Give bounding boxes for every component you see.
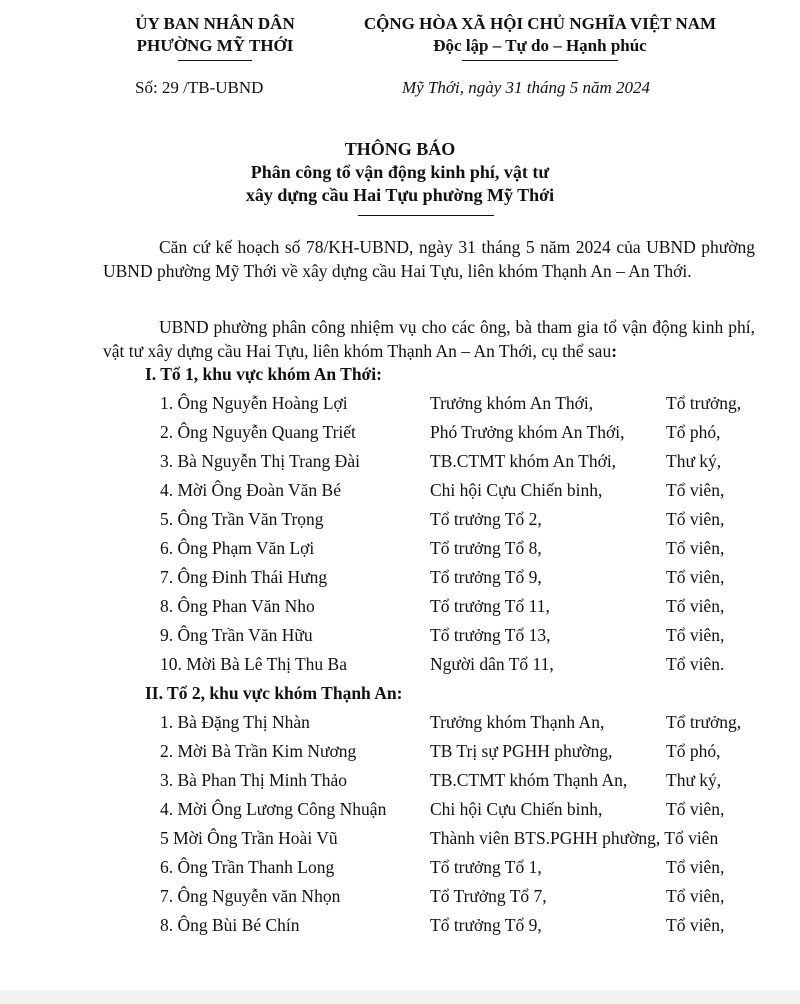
issuer-ward: PHƯỜNG MỸ THỚI <box>136 36 294 55</box>
issuer-name: ỦY BAN NHÂN DÂN <box>135 14 295 33</box>
list-item: 3. Bà Phan Thị Minh Thảo TB.CTMT khóm Thạnh An, Thư ký, <box>160 770 722 790</box>
list-item: 6. Ông Trần Thanh Long Tổ trưởng Tổ 1, Tổ viên, <box>160 857 725 877</box>
notice-title: THÔNG BÁO <box>344 139 456 159</box>
notice-subtitle-2: xây dựng cầu Hai Tựu phường Mỹ Thới <box>245 185 555 205</box>
document-number: Số: 29 /TB-UBND <box>135 78 264 97</box>
list-item: 7. Ông Nguyễn văn Nhọn Tổ Trưởng Tổ 7, Tổ viên, <box>160 886 725 906</box>
list-item: 1. Bà Đặng Thị Nhàn Trưởng khóm Thạnh An, Tổ trưởng, <box>160 712 742 732</box>
list-item: 8. Ông Phan Văn Nho Tổ trưởng Tổ 11, Tổ viên, <box>160 596 725 616</box>
list-item: 2. Mời Bà Trần Kim Nương TB Trị sự PGHH phường, Tổ phó, <box>160 741 721 761</box>
notice-subtitle-1: Phân công tổ vận động kinh phí, vật tư <box>250 162 550 182</box>
national-motto: Độc lập – Tự do – Hạnh phúc <box>433 36 647 55</box>
motto-underline <box>462 60 618 61</box>
list-item: 2. Ông Nguyễn Quang Triết Phó Trưởng khóm An Thới, Tổ phó, <box>160 422 721 442</box>
paragraph-assignment: UBND phường phân công nhiệm vụ cho các ông, bà tham gia tổ vận động kinh phí, vật tư xây dựng cầu Hai Tựu, liên khóm Thạnh An – An Thới, cụ thể sau: <box>103 317 755 361</box>
list-item: 5 Mời Ông Trần Hoài Vũ Thành viên BTS.PGHH phường, Tổ viên <box>160 828 719 848</box>
section-heading: II. Tổ 2, khu vực khóm Thạnh An: <box>145 683 403 703</box>
paragraph-basis: Căn cứ kế hoạch số 78/KH-UBND, ngày 31 tháng 5 năm 2024 của UBND phường UBND phường Mỹ Thới về xây dựng cầu Hai Tựu, liên khóm Thạnh An – An Thới. <box>103 237 755 281</box>
list-item: 4. Mời Ông Đoàn Văn Bé Chi hội Cựu Chiến binh, Tổ viên, <box>160 480 725 500</box>
page-bottom-edge <box>0 990 800 1004</box>
list-item: 7. Ông Đinh Thái Hưng Tổ trưởng Tổ 9, Tổ viên, <box>160 567 725 587</box>
document-date: Mỹ Thới, ngày 31 tháng 5 năm 2024 <box>402 78 651 97</box>
national-title: CỘNG HÒA XÃ HỘI CHỦ NGHĨA VIỆT NAM <box>363 14 717 33</box>
list-item: 8. Ông Bùi Bé Chín Tổ trưởng Tổ 9, Tổ viên, <box>160 915 725 935</box>
section-heading: I. Tổ 1, khu vực khóm An Thới: <box>145 364 382 384</box>
issuer-underline <box>178 60 252 61</box>
title-underline <box>358 215 494 216</box>
list-item: 1. Ông Nguyễn Hoàng Lợi Trưởng khóm An Thới, Tổ trưởng, <box>160 393 742 413</box>
list-item: 4. Mời Ông Lương Công Nhuận Chi hội Cựu Chiến binh, Tổ viên, <box>160 799 725 819</box>
list-item: 5. Ông Trần Văn Trọng Tổ trưởng Tổ 2, Tổ viên, <box>160 509 725 529</box>
list-item: 6. Ông Phạm Văn Lợi Tổ trưởng Tổ 8, Tổ viên, <box>160 538 725 558</box>
list-item: 3. Bà Nguyễn Thị Trang Đài TB.CTMT khóm An Thới, Thư ký, <box>160 451 722 471</box>
list-item: 10. Mời Bà Lê Thị Thu Ba Người dân Tổ 11, Tổ viên. <box>160 654 725 674</box>
list-item: 9. Ông Trần Văn Hữu Tổ trưởng Tổ 13, Tổ viên, <box>160 625 725 645</box>
